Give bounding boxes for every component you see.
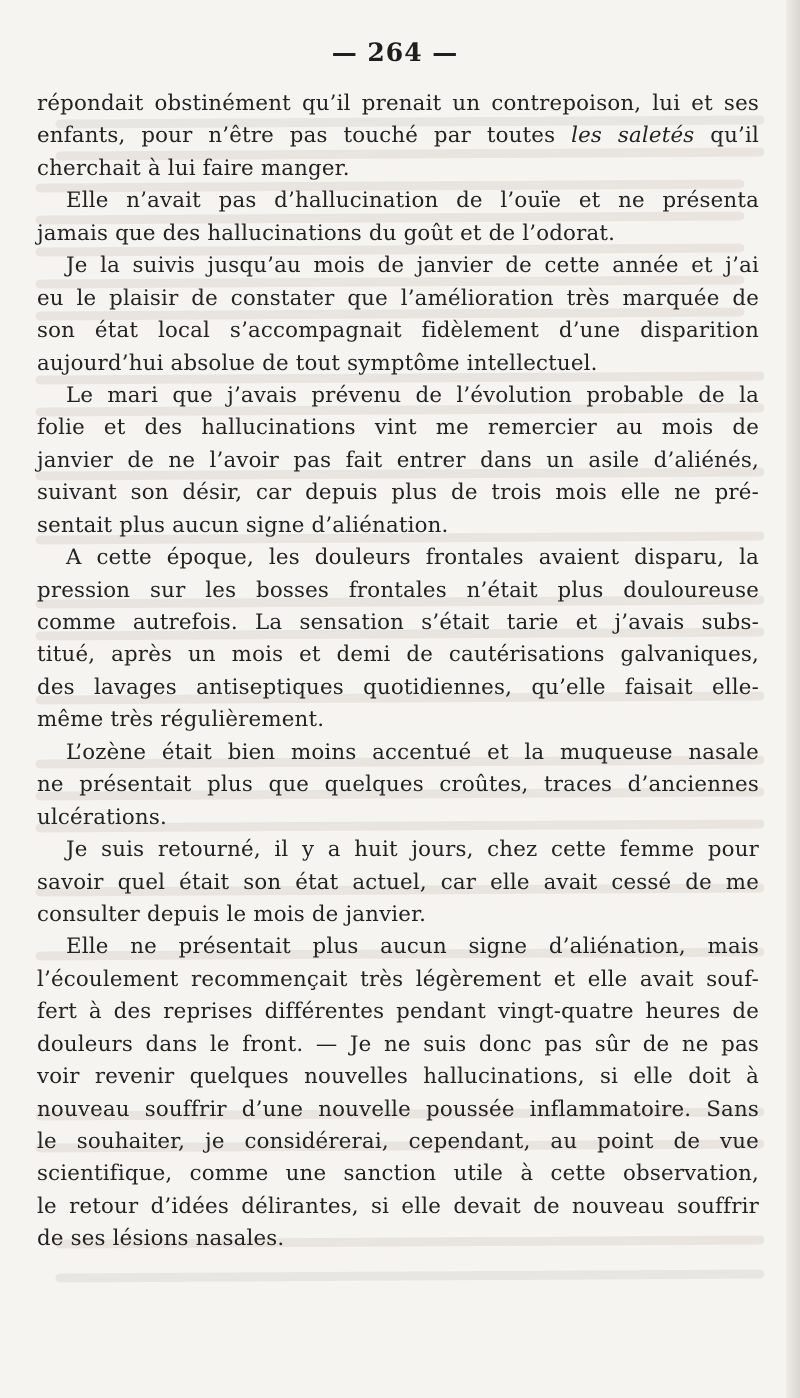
text-line: ne présentait plus que quelques croûtes, traces d’anciennes bbox=[37, 772, 759, 798]
text-segment: enfants, pour n’être pas touché par toutes bbox=[37, 123, 572, 149]
text-line: pression sur les bosses frontales n’était plus douloureuse bbox=[37, 577, 759, 603]
text-line: voir revenir quelques nouvelles hallucinations, si elle doit à bbox=[37, 1064, 759, 1090]
text-line: jamais que des hallucinations du goût et de l’odorat. bbox=[37, 220, 616, 246]
text-line: savoir quel était son état actuel, car elle avait cessé de me bbox=[37, 869, 759, 895]
text-line: A cette époque, les douleurs frontales avaient disparu, la bbox=[66, 545, 759, 571]
text-line: Elle ne présentait plus aucun signe d’aliénation, mais bbox=[66, 934, 759, 960]
text-line: douleurs dans le front. — Je ne suis donc pas sûr de ne pas bbox=[37, 1031, 759, 1057]
text-line: eu le plaisir de constater que l’amélioration très marquée de bbox=[37, 285, 759, 311]
text-line: ulcérations. bbox=[37, 804, 167, 830]
emphasis-text: les saletés bbox=[571, 123, 695, 149]
text-line: Elle n’avait pas d’hallucination de l’ouïe et ne présenta bbox=[66, 188, 759, 214]
text-line: répondait obstinément qu’il prenait un contrepoison, lui et ses bbox=[37, 91, 759, 116]
text-line: L’ozène était bien moins accentué et la muqueuse nasale bbox=[66, 739, 759, 765]
text-line: le souhaiter, je considérerai, cependant, au point de vue bbox=[37, 1129, 759, 1154]
text-segment: qu’il bbox=[694, 123, 759, 149]
text-line: le retour d’idées délirantes, si elle devait de nouveau souffrir bbox=[37, 1193, 759, 1219]
page-edge-shadow bbox=[786, 0, 800, 1398]
text-line: consulter depuis le mois de janvier. bbox=[37, 901, 427, 927]
text-line: de ses lésions nasales. bbox=[37, 1226, 285, 1252]
text-line: scientifique, comme une sanction utile à cette observation, bbox=[37, 1161, 759, 1187]
text-line: Je suis retourné, il y a huit jours, chez cette femme pour bbox=[66, 837, 759, 863]
text-line: janvier de ne l’avoir pas fait entrer dans un asile d’aliénés, bbox=[37, 447, 759, 473]
text-line: cherchait à lui faire manger. bbox=[37, 155, 350, 181]
text-line: aujourd’hui absolue de tout symptôme intellectuel. bbox=[37, 350, 598, 376]
text-line: même très régulièrement. bbox=[37, 707, 325, 733]
text-line: Je la suivis jusqu’au mois de janvier de cette année et j’ai bbox=[66, 253, 759, 279]
text-line: l’écoulement recommençait très légèrement et elle avait souf- bbox=[37, 966, 759, 992]
body-text bbox=[37, 88, 759, 1256]
text-line: son état local s’accompagnait fidèlement d’une disparition bbox=[37, 318, 759, 344]
text-line: comme autrefois. La sensation s’était tarie et j’avais subs- bbox=[37, 610, 759, 635]
text-line: titué, après un mois et demi de cautérisations galvaniques, bbox=[37, 642, 759, 668]
page-number: — 264 — bbox=[331, 38, 459, 67]
text-line: Le mari que j’avais prévenu de l’évolution probable de la bbox=[66, 382, 759, 408]
text-line: des lavages antiseptiques quotidiennes, qu’elle faisait elle- bbox=[37, 674, 759, 700]
text-line: folie et des hallucinations vint me remercier au mois de bbox=[37, 415, 759, 441]
text-line: sentait plus aucun signe d’aliénation. bbox=[37, 512, 449, 538]
text-line: suivant son désir, car depuis plus de trois mois elle ne pré- bbox=[37, 480, 759, 506]
text-line bbox=[37, 120, 759, 152]
text-line: nouveau souffrir d’une nouvelle poussée inflammatoire. Sans bbox=[37, 1096, 759, 1122]
text-line: fert à des reprises différentes pendant vingt-quatre heures de bbox=[37, 999, 759, 1025]
